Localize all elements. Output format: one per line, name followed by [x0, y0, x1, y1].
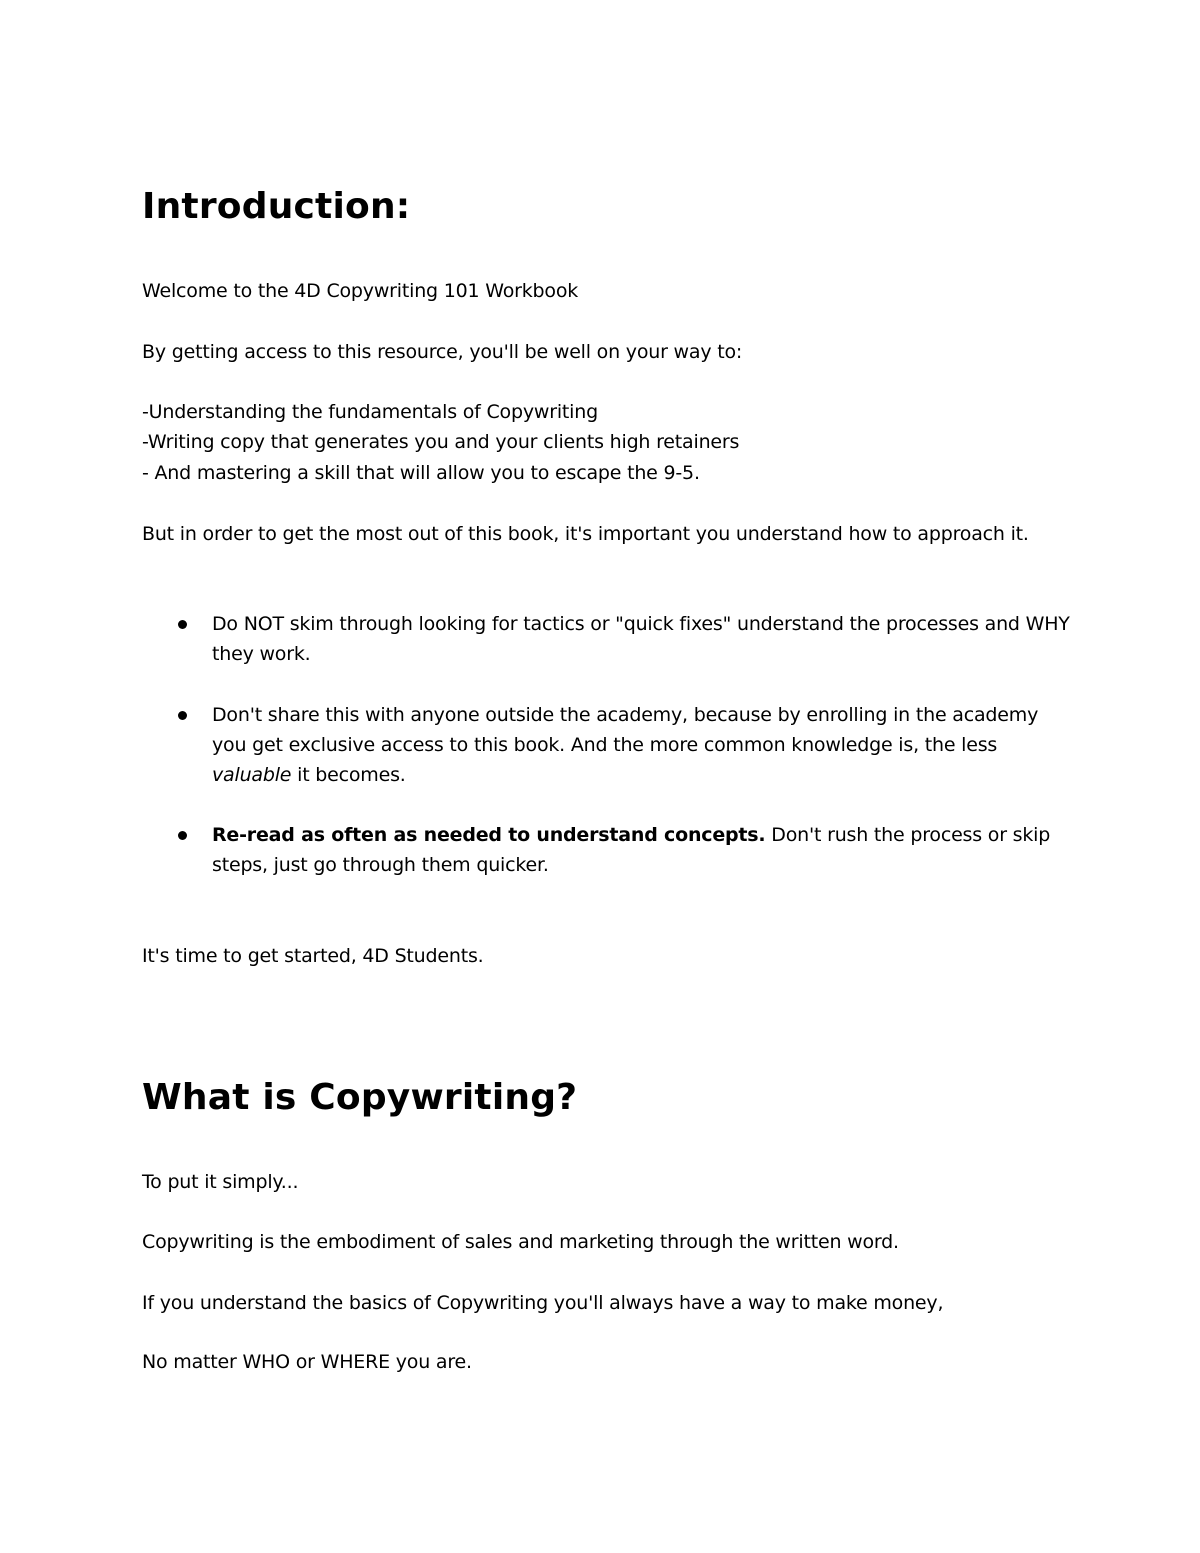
paragraph: To put it simply...	[142, 1171, 299, 1193]
paragraph: No matter WHO or WHERE you are.	[142, 1351, 472, 1373]
lead-text: By getting access to this resource, you'll be well on your way to:	[142, 341, 743, 363]
bullet-icon	[178, 711, 187, 720]
bullet-icon	[178, 620, 187, 629]
list-item-text: Don't share this with anyone outside the academy, because by enrolling in the academy you get exclusive access to this book. And the more common knowledge is, the less valuable it becomes.	[212, 704, 1039, 786]
paragraph: If you understand the basics of Copywriting you'll always have a way to make money,	[142, 1292, 944, 1314]
list-item-text: Do NOT skim through looking for tactics or "quick fixes" understand the processes and WHY they work.	[212, 613, 1070, 665]
goal-item: - And mastering a skill that will allow you to escape the 9-5.	[142, 462, 700, 484]
copywriting-heading: What is Copywriting?	[142, 1077, 578, 1118]
intro-heading: Introduction:	[142, 186, 411, 227]
list-item-text: Re-read as often as needed to understand concepts. Don't rush the process or skip steps, just go through them quicker.	[212, 824, 1051, 876]
closing-text: It's time to get started, 4D Students.	[142, 945, 484, 967]
welcome-text: Welcome to the 4D Copywriting 101 Workbook	[142, 280, 579, 302]
bold-instruction: Re-read as often as needed to understand concepts.	[212, 824, 766, 846]
approach-text: But in order to get the most out of this book, it's important you understand how to approach it.	[142, 523, 1029, 545]
goal-item: -Understanding the fundamentals of Copywriting	[142, 401, 598, 423]
paragraph: Copywriting is the embodiment of sales and marketing through the written word.	[142, 1231, 899, 1253]
bullet-icon	[178, 831, 187, 840]
emphasis-valuable: valuable	[212, 764, 292, 786]
goal-item: -Writing copy that generates you and your clients high retainers	[142, 431, 740, 453]
